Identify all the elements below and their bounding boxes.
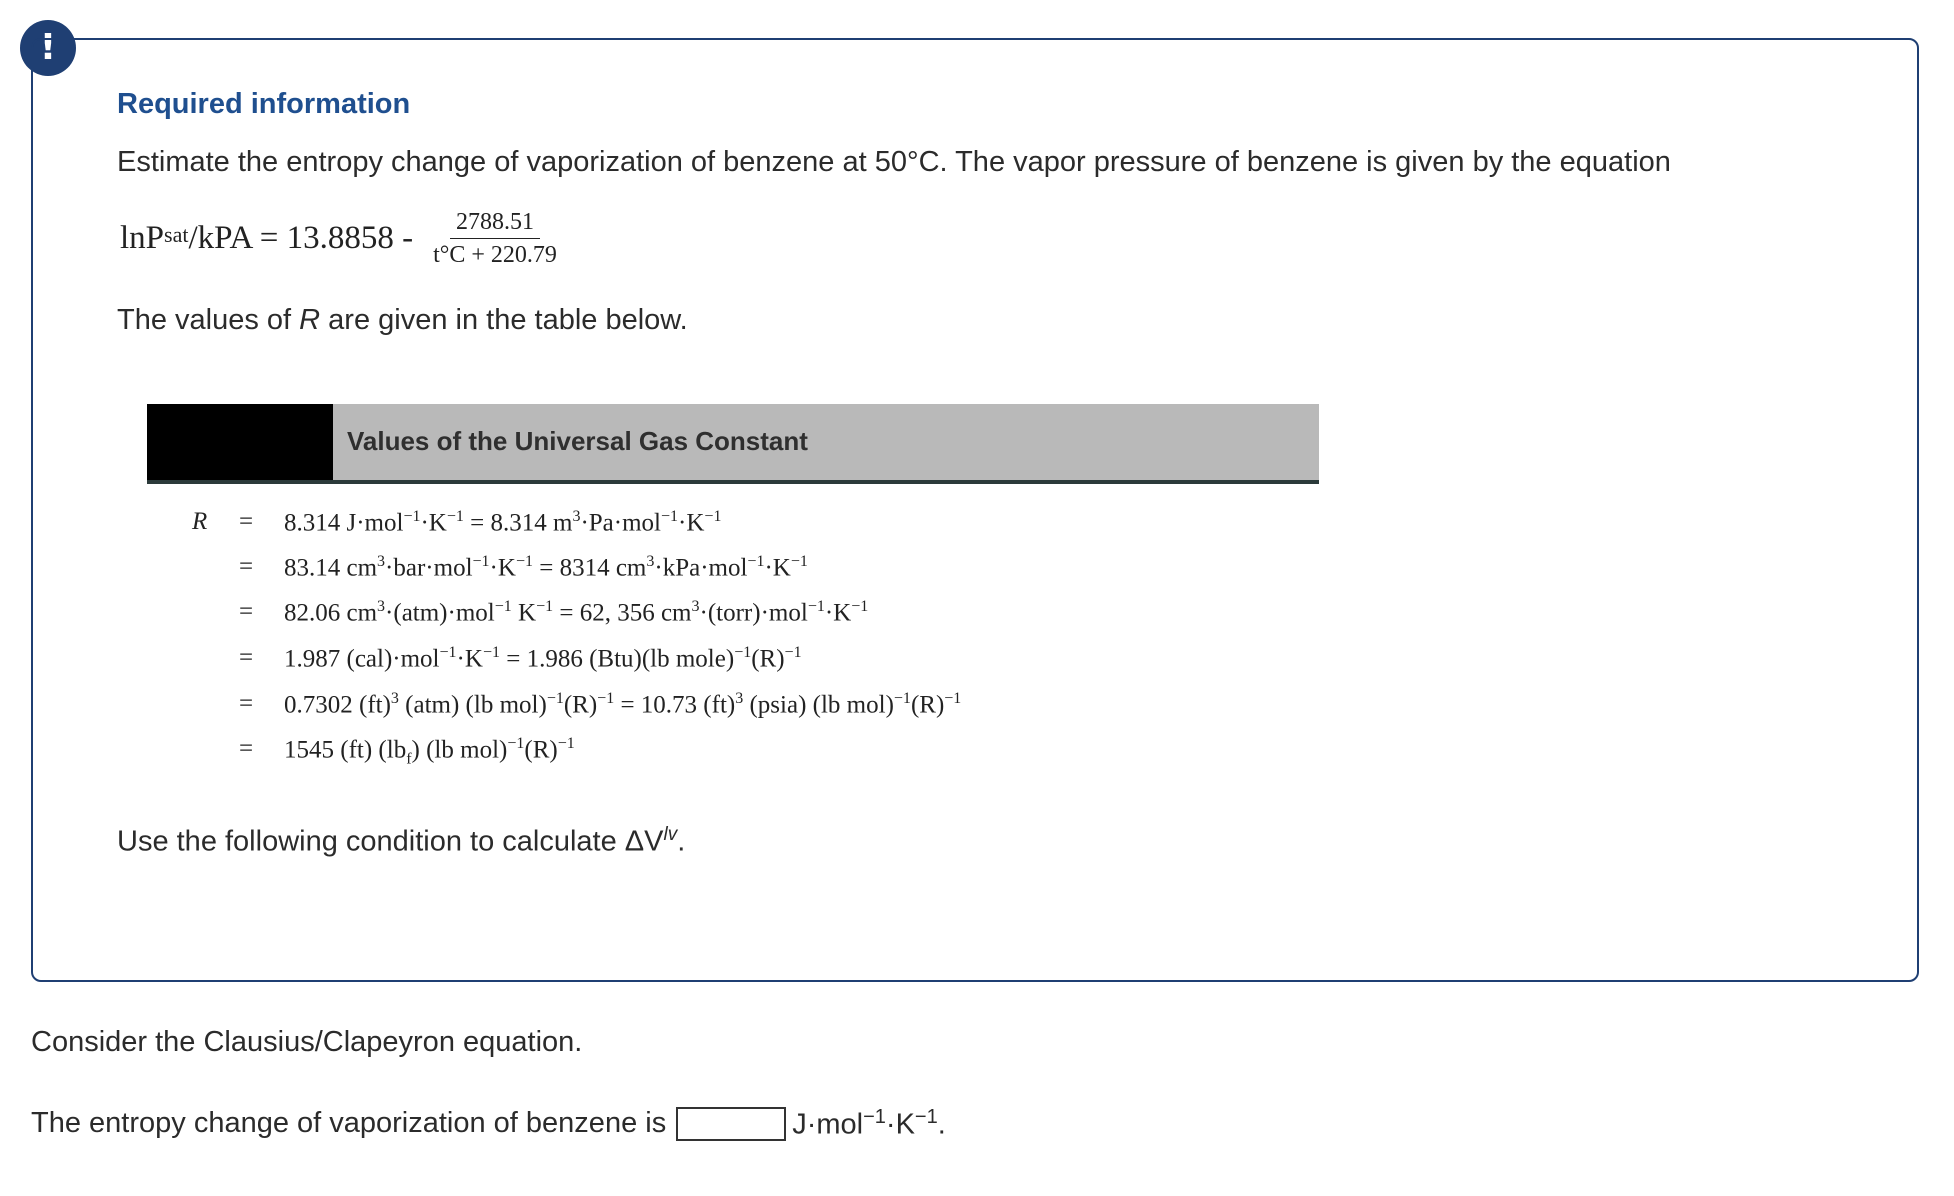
required-info-title: Required information (117, 88, 411, 120)
unit-end: . (937, 1108, 946, 1141)
equation-lhs-rest: /kPA = 13.8858 - (188, 220, 414, 256)
equals-sign: = (239, 508, 254, 535)
unit-mid: ·K (885, 1108, 915, 1141)
alert-icon: ! (20, 20, 76, 76)
gas-constant-expression: 82.06 $cm^3\cdot(atm)\cdot mol^{-1}$ $K^{-1} = 62$, 356 $cm^3\cdot(torr)\cdot mol^{-1}\cdot K^{-1}$ (284, 598, 869, 627)
equals-sign: = (239, 690, 254, 717)
gas-constant-expression: 0.7302 (ft)$^3$ (atm) (lb $mol)^{-1}(R)^{-1} = 10.73$ (ft)$^3$ (psia) (lb $mol)^{-1}(R)^{-1}$ (284, 690, 962, 719)
equals-sign: = (239, 735, 254, 762)
condition-main: Use the following condition to calculate ΔV (117, 825, 664, 858)
table-header (147, 404, 1319, 484)
problem-statement: Estimate the entropy change of vaporization of benzene at 50°C. The vapor pressure of benzene is given by the equation (117, 146, 1671, 178)
equals-sign: = (239, 553, 254, 580)
equals-sign: = (239, 644, 254, 671)
r-values-text (117, 304, 688, 337)
gas-constant-table (147, 404, 1319, 784)
gas-constant-expression: 1545 (ft) $(lb_f)$ (lb $mol)^{-1}(R)^{-1}$ (284, 735, 575, 768)
gas-constant-expression: 8.314 $J\cdot mol^{-1}\cdot K^{-1} = 8.314$ $m^3\cdot Pa\cdot mol^{-1}\cdot K^{-1}$ (284, 508, 722, 537)
table-header-block (147, 404, 333, 480)
r-symbol: R (299, 304, 321, 336)
equation-numerator: 2788.51 (450, 210, 540, 239)
equals-sign: = (239, 598, 254, 625)
condition-end: . (677, 825, 686, 858)
equation-lhs-ln: lnP (120, 220, 165, 256)
unit-base: J·mol (792, 1108, 864, 1141)
condition-text (117, 824, 685, 859)
entropy-answer-input[interactable] (676, 1107, 786, 1141)
gas-constant-expression: 83.14 $cm^3\cdot bar\cdot mol^{-1}\cdot K^{-1} = 8314$ $cm^3\cdot kPa\cdot mol^{-1}\cdot K^{-1}$ (284, 553, 808, 582)
equation-sat-superscript: sat (164, 221, 189, 247)
answer-unit (792, 1106, 946, 1142)
r-values-before: The values of (117, 304, 300, 336)
question-prompt: Consider the Clausius/Clapeyron equation. (31, 1026, 583, 1058)
answer-label: The entropy change of vaporization of benzene is (31, 1107, 667, 1140)
unit-sup-2: −1 (914, 1106, 938, 1128)
equation-fraction (427, 210, 563, 267)
vapor-pressure-equation (120, 210, 563, 267)
r-symbol-cell: R (192, 508, 208, 535)
table-title: Values of the Universal Gas Constant (347, 426, 808, 456)
r-values-after: are given in the table below. (320, 304, 688, 336)
unit-sup-1: −1 (863, 1106, 886, 1128)
gas-constant-expression: 1.987 $(cal)\cdot mol^{-1}\cdot K^{-1} = 1.986$ (Btu)(lb $mole)^{-1}(R)^{-1}$ (284, 644, 802, 673)
condition-sup: lv (663, 824, 678, 845)
answer-line (31, 1106, 946, 1142)
equation-denominator: t°C + 220.79 (433, 242, 557, 268)
